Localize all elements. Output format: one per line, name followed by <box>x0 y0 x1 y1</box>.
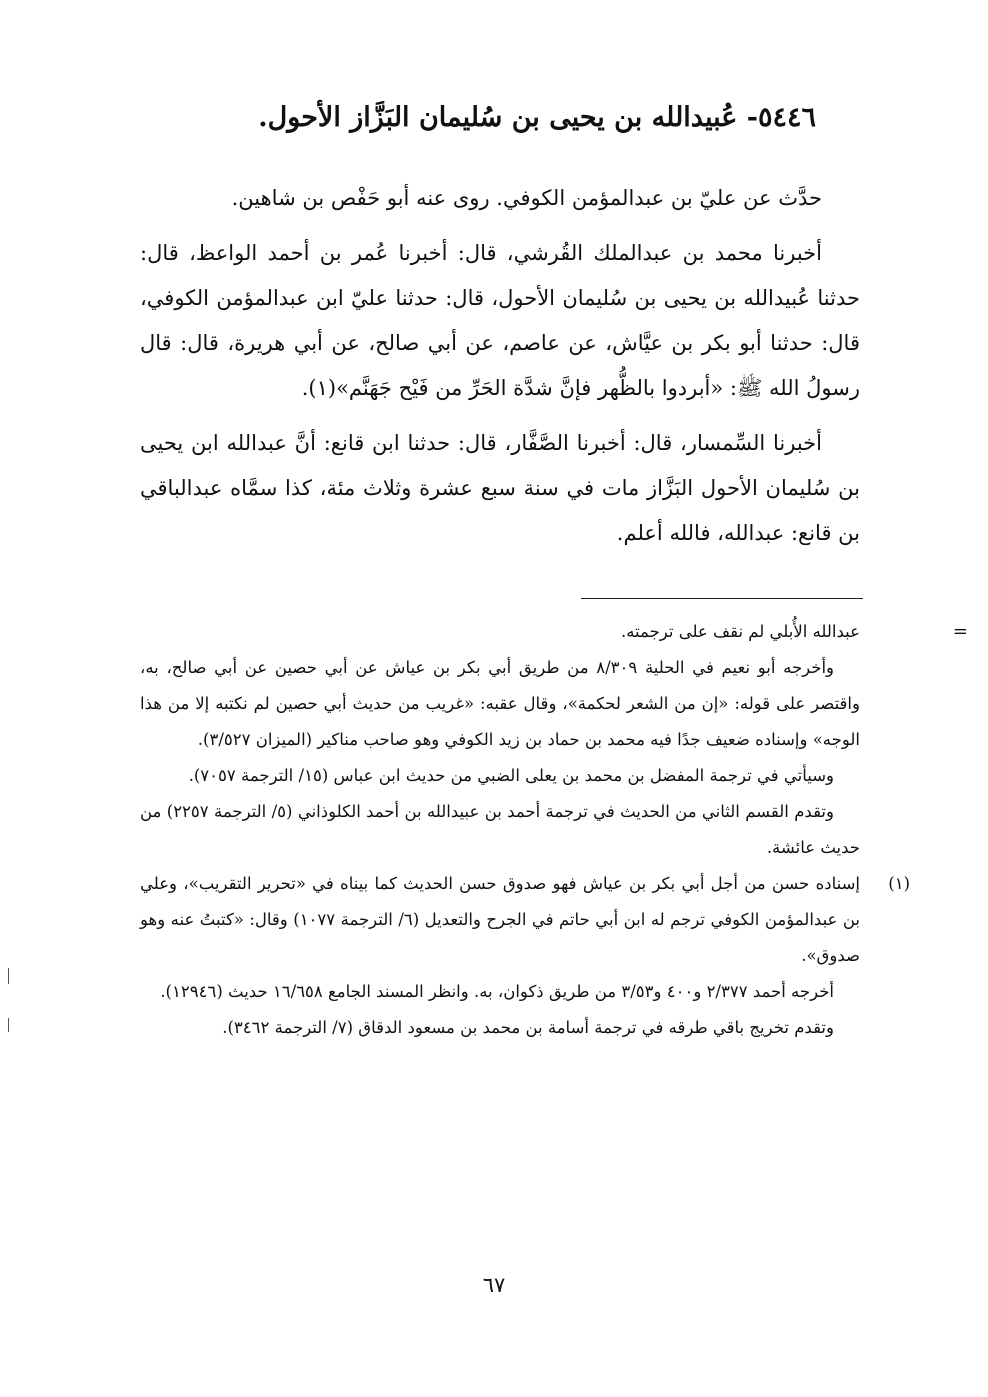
footnote-1-paragraph-1: إسناده حسن من أجل أبي بكر بن عياش فهو صدوق حسن الحديث كما بيناه في «تحرير التقريب»، وعلي بن عبدالمؤمن الكوفي ترجم له ابن أبي حاتم في الجرح والتعديل (٦/ الترجمة ١٠٧٧) وقال: «كتبتُ عنه وهو صدوق». <box>140 874 860 965</box>
footnote-cont-paragraph-1: عبدالله الأُبلي لم نقف على ترجمته. <box>620 622 860 641</box>
footnote-cont-paragraph-3: وسيأتي في ترجمة المفضل بن محمد بن يعلى الضبي من حديث ابن عباس (١٥/ الترجمة ٧٠٥٧). <box>188 766 834 785</box>
footnote-cont-paragraph-2: وأخرجه أبو نعيم في الحلية ٨/٣٠٩ من طريق أبي بكر بن عياش عن أبي حصين عن أبي صالح، به، واقتصر على قوله: «إن من الشعر لحكمة»، وقال عقبه: «غريب من حديث أبي حصين لم نكتبه إلا من هذا الوجه» وإسناده ضعيف جدًا فيه محمد بن حماد بن زيد الكوفي وهو صاحب مناكير (الميزان ٣/٥٢٧). <box>140 658 860 749</box>
footnote-1-paragraph-3: وتقدم تخريج باقي طرقه في ترجمة أسامة بن محمد بن مسعود الدقاق (٧/ الترجمة ٣٤٦٢). <box>222 1018 834 1037</box>
footnote-1-paragraph-2: أخرجه أحمد ٢/٣٧٧ و٤٠٠ و٣/٥٣ من طريق ذكوان، به. وانظر المسند الجامع ١٦/٦٥٨ حديث (١٢٩٤٦). <box>160 982 834 1001</box>
page-number: ٦٧ <box>482 1273 506 1297</box>
footnote-separator <box>581 598 863 599</box>
entry-heading: ٥٤٤٦- عُبيدالله بن يحيى بن سُليمان البَزَّاز الأحول. <box>258 102 816 133</box>
main-text <box>140 176 860 556</box>
footnote-1 <box>140 866 910 974</box>
footnote-cont-paragraph-4: وتقدم القسم الثاني من الحديث في ترجمة أحمد بن عبيدالله بن أحمد الكلوذاني (٥/ الترجمة ٢٢٥٧) من حديث عائشة. <box>140 802 860 857</box>
margin-mark <box>8 1018 9 1032</box>
margin-mark <box>8 968 9 984</box>
main-paragraph-3: أخبرنا السِّمسار، قال: أخبرنا الصَّفَّار، قال: حدثنا ابن قانع: أنَّ عبدالله ابن يحيى بن سُليمان الأحول البَزَّاز مات في سنة سبع عشرة وثلاث مئة، كذا سمَّاه عبدالباقي بن قانع: عبدالله، فالله أعلم. <box>140 431 860 545</box>
footnote-continuation-mark: = <box>952 621 968 642</box>
main-paragraph-1: حدَّث عن عليّ بن عبدالمؤمن الكوفي. روى عنه أبو حَفْص بن شاهين. <box>231 186 822 210</box>
footnote-1-number: (١) <box>888 874 910 893</box>
footnotes <box>140 614 968 1046</box>
main-paragraph-2: أخبرنا محمد بن عبدالملك القُرشي، قال: أخبرنا عُمر بن أحمد الواعظ، قال: حدثنا عُبيدالله بن يحيى بن سُليمان الأحول، قال: حدثنا عليّ ابن عبدالمؤمن الكوفي، قال: حدثنا أبو بكر بن عيَّاش، عن عاصم، عن أبي صالح، عن أبي هريرة، قال: قال رسولُ الله ﷺ: «أبردوا بالظُّهر فإنَّ شدَّة الحَرِّ من فَيْح جَهَنَّم»(١). <box>140 241 860 400</box>
